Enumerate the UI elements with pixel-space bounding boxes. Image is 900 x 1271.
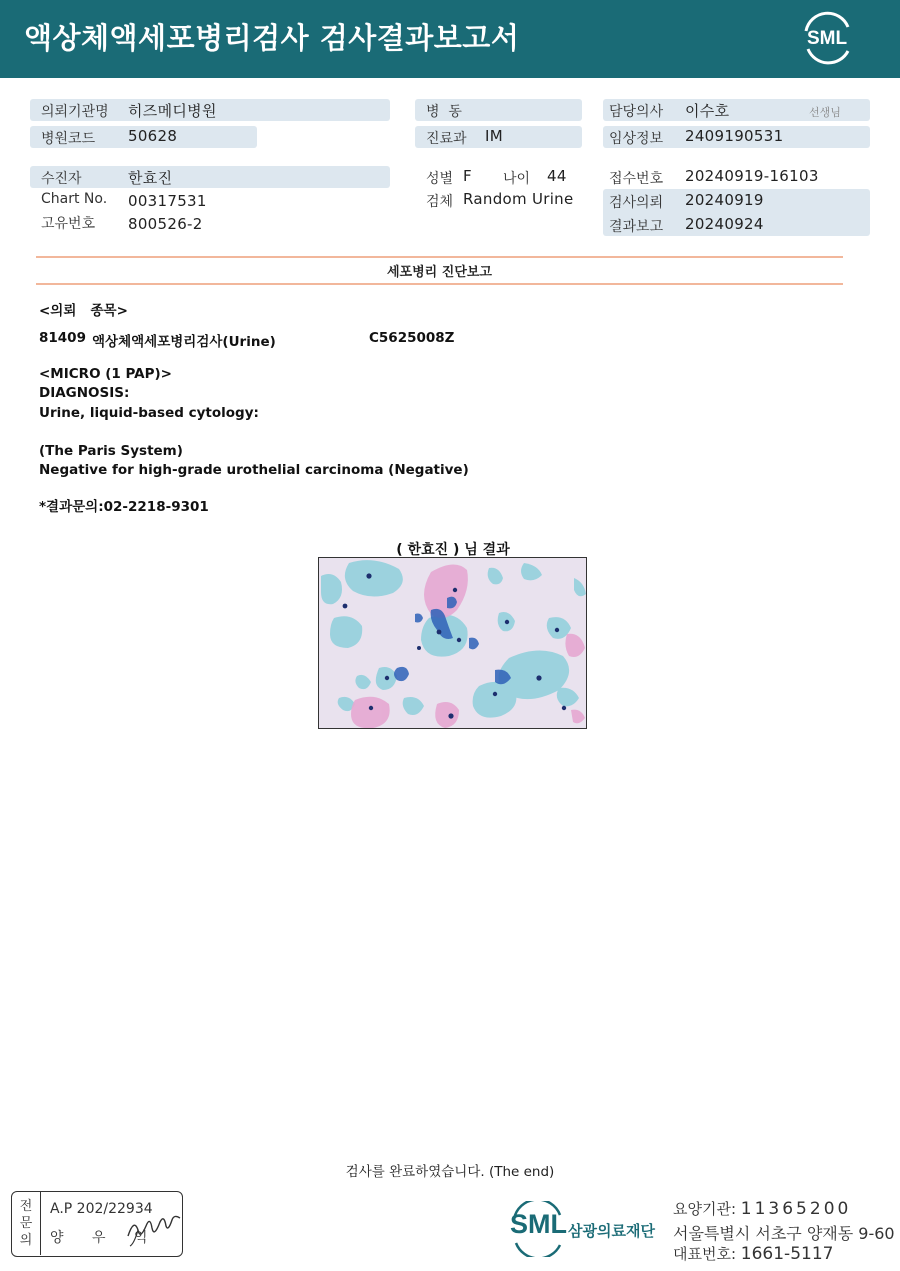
divider-bottom [36,283,843,285]
stamp-ap-number: A.P 202/22934 [50,1201,153,1217]
stamp-side-char-1: 전 [19,1199,33,1214]
specimen-label: 검체 [426,194,454,210]
unique-value: 800526-2 [128,215,203,233]
age-value: 44 [547,167,567,185]
request-value: 20240919 [685,191,764,209]
diagnosis-specimen: Urine, liquid-based cytology: [39,405,259,421]
department-value: IM [485,127,503,145]
signature-icon [124,1206,184,1250]
institution-label: 의뢰기관명 [41,104,109,120]
stamp-side-label [12,1192,41,1255]
footer-logo-text: SML [510,1209,567,1239]
doctor-label: 담당의사 [609,104,664,120]
paris-system: (The Paris System) [39,443,183,459]
test-edi: C5625008Z [369,330,455,346]
stamp-side-char-2: 문 [19,1216,33,1231]
divider-top [36,256,843,258]
department-label: 진료과 [426,131,467,147]
end-message: 검사를 완료하였습니다. (The end) [345,1164,555,1180]
hospital-code-label: 병원코드 [41,131,96,147]
request-items-heading: <의뢰 종목> [39,303,128,319]
age-label: 나이 [503,171,531,187]
stamp-side-char-3: 의 [19,1233,33,1248]
footer-logo [510,1201,666,1257]
footer-address: 서울특별시 서초구 양재동 9-60 [673,1224,895,1243]
report-header [0,0,900,78]
sex-label: 성별 [426,171,454,187]
section-title: 세포병리 진단보고 [387,265,492,280]
institution-value: 히즈메디병원 [128,102,217,120]
sml-logo-text: SML [806,28,848,49]
micro-heading: <MICRO (1 PAP)> [39,366,172,382]
test-code: 81409 [39,330,86,346]
request-label: 검사의뢰 [609,195,664,211]
image-caption: ( 한효진 ) 님 결과 [396,542,510,558]
patient-bar [30,166,390,188]
receipt-value: 20240919-16103 [685,167,819,185]
clinical-value: 2409190531 [685,127,784,145]
report-date-value: 20240924 [685,215,764,233]
footer-phone-line [673,1243,833,1264]
footer-phone-label: 대표번호: [673,1245,737,1263]
cytology-micrograph [319,558,587,729]
contact-line: *결과문의:02-2218-9301 [39,499,209,515]
footer-code-label: 요양기관: [673,1200,737,1218]
diagnosis-result: Negative for high-grade urothelial carcinoma (Negative) [39,462,469,478]
doctor-suffix: 선생님 [809,106,841,119]
cytology-image [318,557,587,729]
receipt-label: 접수번호 [609,171,664,187]
report-date-label: 결과보고 [609,219,664,235]
footer-code-line [673,1198,851,1219]
footer-code-value: 11365200 [740,1199,852,1219]
footer-phone-value: 1661-5117 [740,1244,834,1264]
patient-value: 한효진 [128,169,173,187]
stamp-pathologist-name: 양 우 익 [50,1230,160,1246]
chart-label: Chart No. [41,191,108,207]
diagnosis-label: DIAGNOSIS: [39,385,130,401]
doctor-value: 이수호 [685,102,730,120]
ward-label: 병 동 [426,104,462,120]
patient-label: 수진자 [41,171,82,187]
sml-logo [798,11,856,65]
sex-value: F [463,167,472,185]
clinical-label: 임상정보 [609,131,664,147]
chart-value: 00317531 [128,192,207,210]
report-title: 액상체액세포병리검사 검사결과보고서 [24,21,520,55]
hospital-code-value: 50628 [128,127,178,145]
footer-org-name: 삼광의료재단 [568,1222,655,1240]
pathologist-stamp [11,1191,183,1257]
specimen-value: Random Urine [463,190,574,208]
unique-label: 고유번호 [41,216,96,232]
test-name: 액상체액세포병리검사(Urine) [92,334,276,350]
